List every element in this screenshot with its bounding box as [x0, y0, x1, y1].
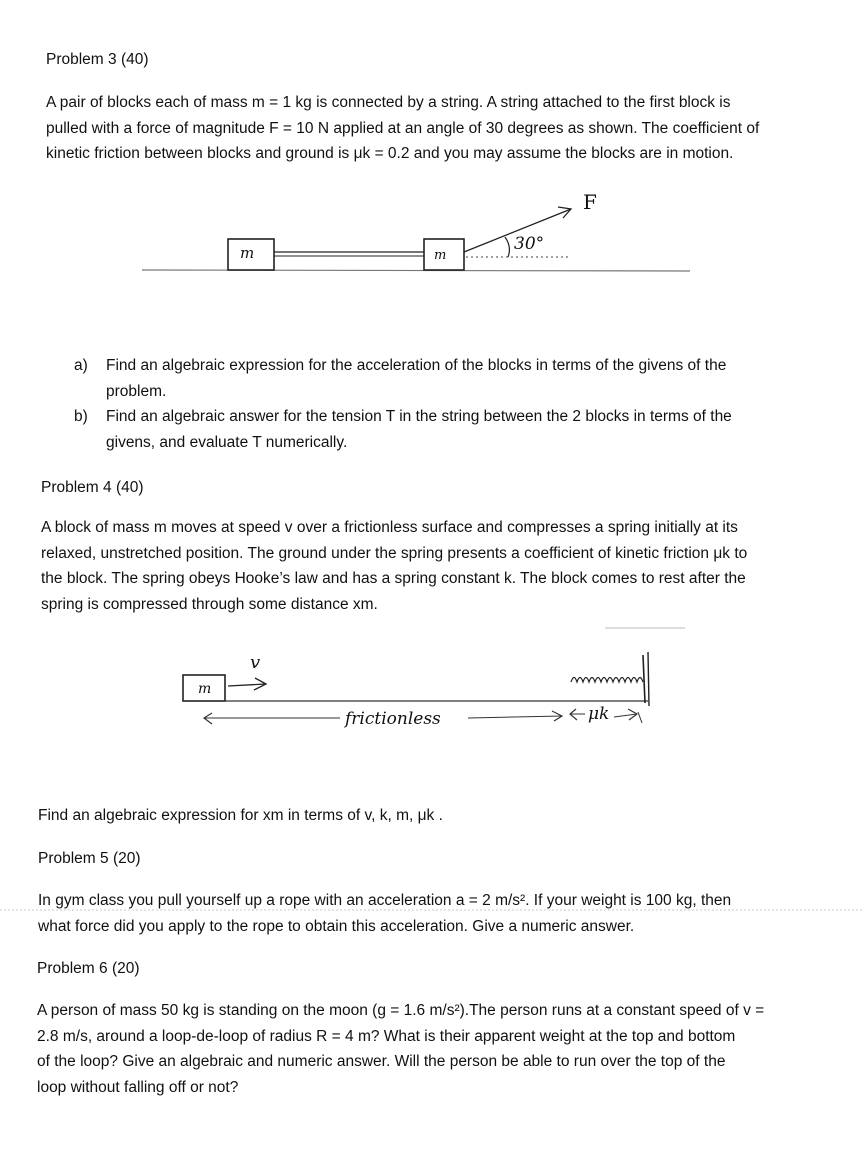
mu-label: μk — [588, 704, 610, 724]
problem-6-heading: Problem 6 (20) — [37, 960, 140, 977]
block-left-label: m — [240, 244, 255, 262]
problem-3-line: pulled with a force of magnitude F = 10 N applied at an angle of 30 degrees as shown. The coefficient of — [46, 119, 760, 137]
problem-5-heading: Problem 5 (20) — [38, 850, 141, 867]
problem-6-line: loop without falling off or not? — [37, 1078, 239, 1096]
problem-6-line: 2.8 m/s, around a loop-de-loop of radius R = 4 m? What is their apparent weight at the top and bottom — [37, 1027, 736, 1045]
part-a-line: problem. — [106, 382, 167, 400]
problem-4-question: Find an algebraic expression for xm in terms of v, k, m, μk . — [38, 807, 443, 824]
problem-4-line: spring is compressed through some distance xm. — [41, 595, 378, 613]
problem-3-line: kinetic friction between blocks and ground is μk = 0.2 and you may assume the blocks are in motion. — [46, 145, 734, 162]
force-label: F — [583, 190, 597, 214]
problem-4-line: relaxed, unstretched position. The ground under the spring presents a coefficient of kinetic friction μk to — [41, 544, 748, 562]
problem-4-heading: Problem 4 (40) — [41, 479, 144, 496]
block-right-label: m — [434, 248, 447, 263]
velocity-label: v — [250, 652, 261, 673]
part-b-label: b) — [74, 408, 88, 425]
frictionless-label: frictionless — [345, 709, 441, 729]
angle-label: 30° — [514, 234, 545, 254]
problem-4-line: A block of mass m moves at speed v over a frictionless surface and compresses a spring initially at its — [41, 519, 738, 536]
part-a-label: a) — [74, 357, 88, 374]
problem-6-line: A person of mass 50 kg is standing on the moon (g = 1.6 m/s²).The person runs at a constant speed of v = — [37, 1002, 765, 1019]
part-b-line: Find an algebraic answer for the tension T in the string between the 2 blocks in terms of the — [106, 408, 732, 425]
problem-5-line: In gym class you pull yourself up a rope with an acceleration a = 2 m/s². If your weight is 100 kg, then — [38, 892, 732, 909]
problem-3-heading: Problem 3 (40) — [46, 51, 149, 68]
problem-6-text — [37, 998, 764, 1100]
problem-3-line: A pair of blocks each of mass m = 1 kg is connected by a string. A string attached to the first block is — [46, 94, 731, 111]
block-m-label: m — [198, 681, 212, 697]
problem-6-line: of the loop? Give an algebraic and numeric answer. Will the person be able to run over the top of the — [37, 1053, 726, 1070]
problem-4-line: the block. The spring obeys Hooke’s law and has a spring constant k. The block comes to rest after the — [41, 570, 746, 587]
part-b-line: givens, and evaluate T numerically. — [106, 433, 348, 451]
part-a-line: Find an algebraic expression for the acceleration of the blocks in terms of the givens of the — [106, 357, 727, 374]
problem-5-line: what force did you apply to the rope to obtain this acceleration. Give a numeric answer. — [38, 917, 635, 935]
